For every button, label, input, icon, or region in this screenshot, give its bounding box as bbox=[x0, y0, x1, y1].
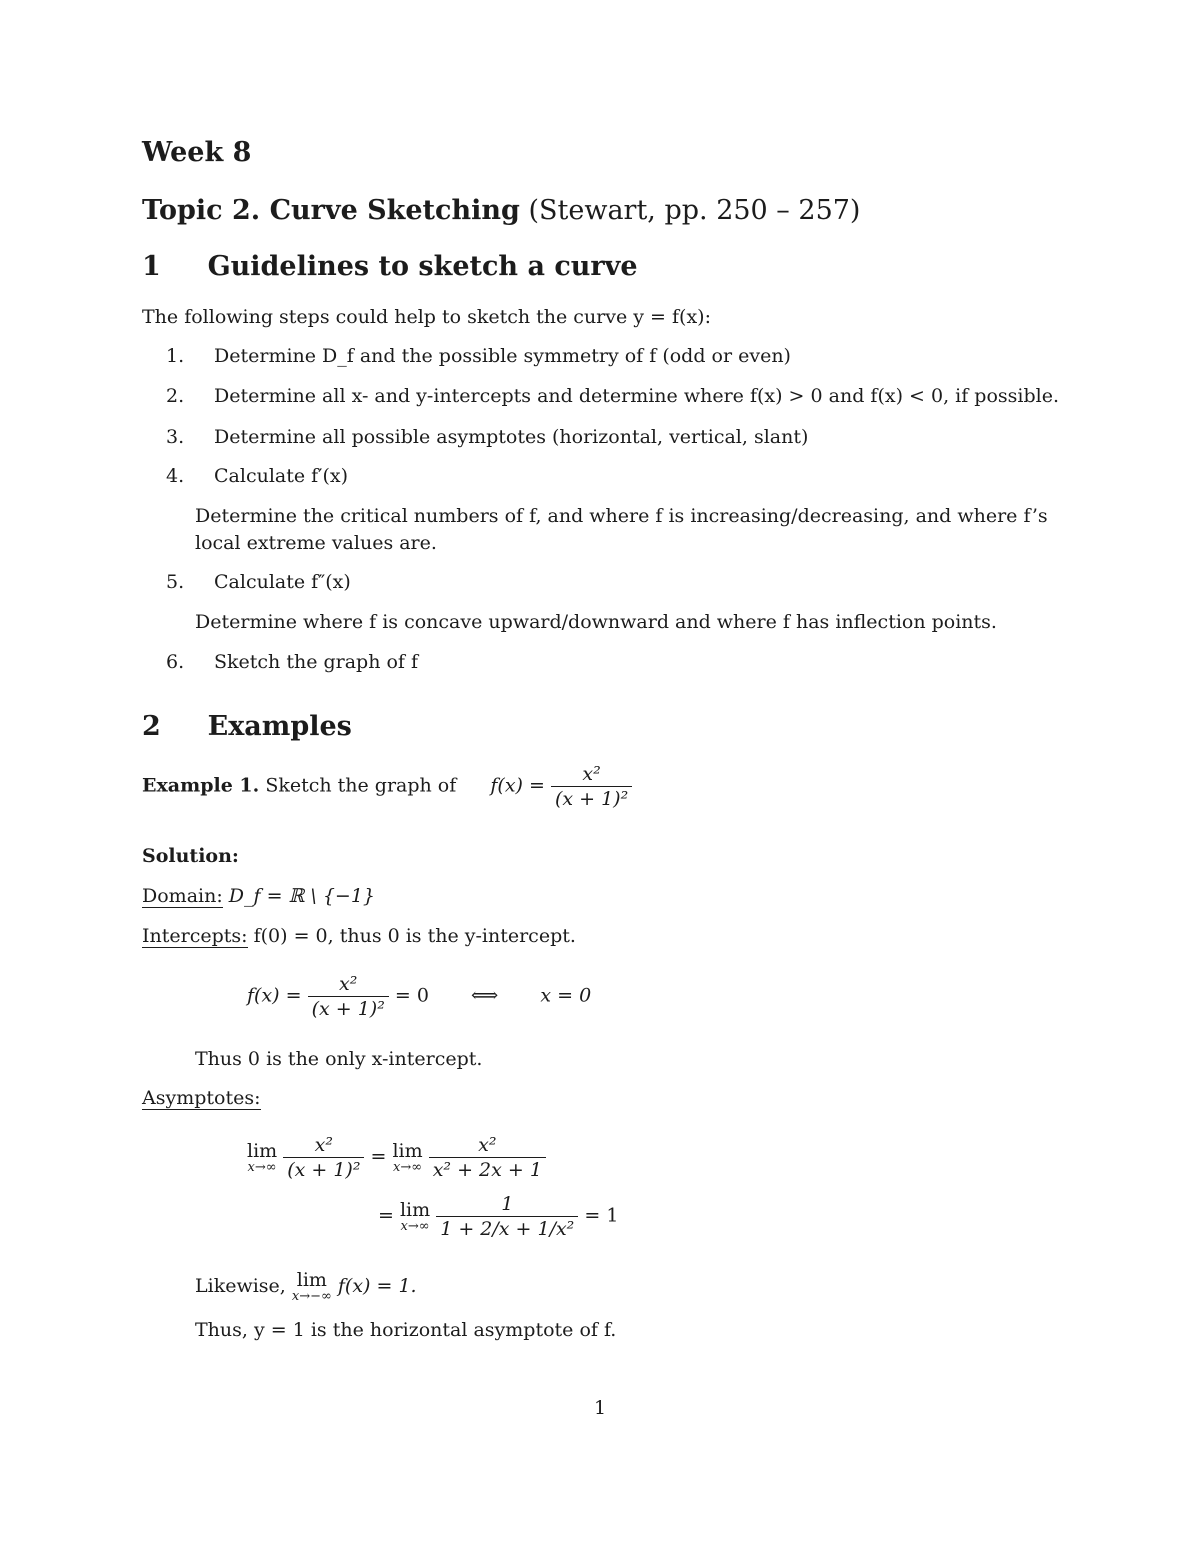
limit-result: = 1 bbox=[584, 1204, 619, 1227]
domain-line bbox=[142, 884, 375, 908]
topic-reference: (Stewart, pp. 250 – 257) bbox=[528, 195, 861, 226]
intercept-equation bbox=[247, 972, 591, 1021]
example-text: Sketch the graph of bbox=[265, 774, 457, 797]
limit-3-fraction: $\frac{1}{\text{1 + 2/x + 1/x²}}$ bbox=[436, 1192, 578, 1241]
domain-text: D_f = ℝ \ {−1} bbox=[228, 885, 376, 907]
step-5-detail: Determine where f is concave upward/downward and where f has inflection points. bbox=[195, 611, 997, 633]
intercept-fraction: $\frac{\text{x²}}{\text{(x + 1)²}}$ bbox=[308, 972, 389, 1021]
asymptotes-label: Asymptotes: bbox=[142, 1087, 261, 1109]
topic-title: Topic 2. Curve Sketching bbox=[142, 195, 520, 226]
likewise-line: Likewise, lim x→−∞ f(x) = 1. bbox=[195, 1269, 417, 1304]
solution-label: Solution: bbox=[142, 845, 239, 867]
section-2-title: Examples bbox=[207, 711, 352, 742]
topic-heading bbox=[142, 195, 860, 226]
step-2: 2. Determine all x- and y-intercepts and determine where f(x) > 0 and f(x) < 0, if possible. bbox=[166, 385, 1059, 407]
section-1-intro: The following steps could help to sketch the curve y = f(x): bbox=[142, 306, 711, 328]
intercepts-line bbox=[142, 924, 576, 948]
section-1-number: 1 bbox=[142, 251, 161, 282]
page-number: 1 bbox=[594, 1397, 607, 1419]
limit-2-denominator: x² + 2x + 1 bbox=[429, 1157, 546, 1182]
intercept-eq-rhs: = 0 bbox=[394, 984, 429, 1007]
limit-line-2: = lim x→∞ $\frac{1}{\text{1 + 2/x + 1/x²}}$ = 1 bbox=[378, 1193, 619, 1240]
limit-neg-inf: lim x→−∞ bbox=[291, 1269, 332, 1304]
asymptotes-line bbox=[142, 1086, 261, 1110]
intercepts-label: Intercepts: bbox=[142, 925, 248, 947]
section-1-title: Guidelines to sketch a curve bbox=[207, 251, 638, 282]
step-4: 4. Calculate f′(x) bbox=[166, 465, 349, 487]
section-2-number: 2 bbox=[142, 711, 161, 742]
step-3: 3. Determine all possible asymptotes (horizontal, vertical, slant) bbox=[166, 426, 809, 448]
intercept-eq-lhs: f(x) = bbox=[247, 984, 302, 1007]
step-5: 5. Calculate f″(x) bbox=[166, 571, 351, 593]
domain-label: Domain: bbox=[142, 885, 223, 907]
section-1-heading bbox=[142, 251, 638, 282]
conclusion-text: Thus, y = 1 is the horizontal asymptote of f. bbox=[195, 1319, 617, 1341]
step-4-detail-line-1: Determine the critical numbers of f, and where f is increasing/decreasing, and where f’s bbox=[195, 505, 1048, 527]
week-heading: Week 8 bbox=[142, 137, 252, 168]
iff-symbol: ⟺ bbox=[471, 984, 499, 1007]
section-2-heading bbox=[142, 711, 352, 742]
example-label: Example 1. bbox=[142, 774, 260, 797]
only-intercept-text: Thus 0 is the only x-intercept. bbox=[195, 1048, 483, 1070]
example-lhs: f(x) = bbox=[490, 774, 545, 797]
limit-1-fraction: $\frac{\text{x²}}{\text{(x + 1)²}}$ bbox=[283, 1133, 364, 1182]
step-1: 1. Determine D_f and the possible symmetry of f (odd or even) bbox=[166, 345, 791, 367]
step-4-detail-line-2: local extreme values are. bbox=[195, 532, 437, 554]
limit-3: lim x→∞ bbox=[399, 1198, 431, 1234]
example-numerator: x² bbox=[582, 763, 601, 785]
intercept-result: x = 0 bbox=[540, 984, 592, 1007]
example-1 bbox=[142, 762, 632, 811]
limit-3-denominator: 1 + 2/x + 1/x² bbox=[436, 1216, 578, 1241]
limit-2: lim x→∞ bbox=[392, 1139, 423, 1175]
limit-2-fraction: $\frac{\text{x²}}{\text{x² + 2x + 1}}$ bbox=[429, 1133, 546, 1182]
step-6: 6. Sketch the graph of f bbox=[166, 651, 419, 673]
intercepts-text: f(0) = 0, thus 0 is the y-intercept. bbox=[253, 925, 576, 947]
limit-1: lim x→∞ bbox=[247, 1139, 278, 1175]
example-fraction bbox=[551, 762, 632, 811]
limit-line-1: lim x→∞ $\frac{\text{x²}}{\text{(x + 1)²}}$ = lim x→∞ $\frac{\text{x²}}{\text{x² + 2x + 1}}$ bbox=[247, 1133, 546, 1182]
example-denominator: (x + 1)² bbox=[551, 786, 632, 811]
